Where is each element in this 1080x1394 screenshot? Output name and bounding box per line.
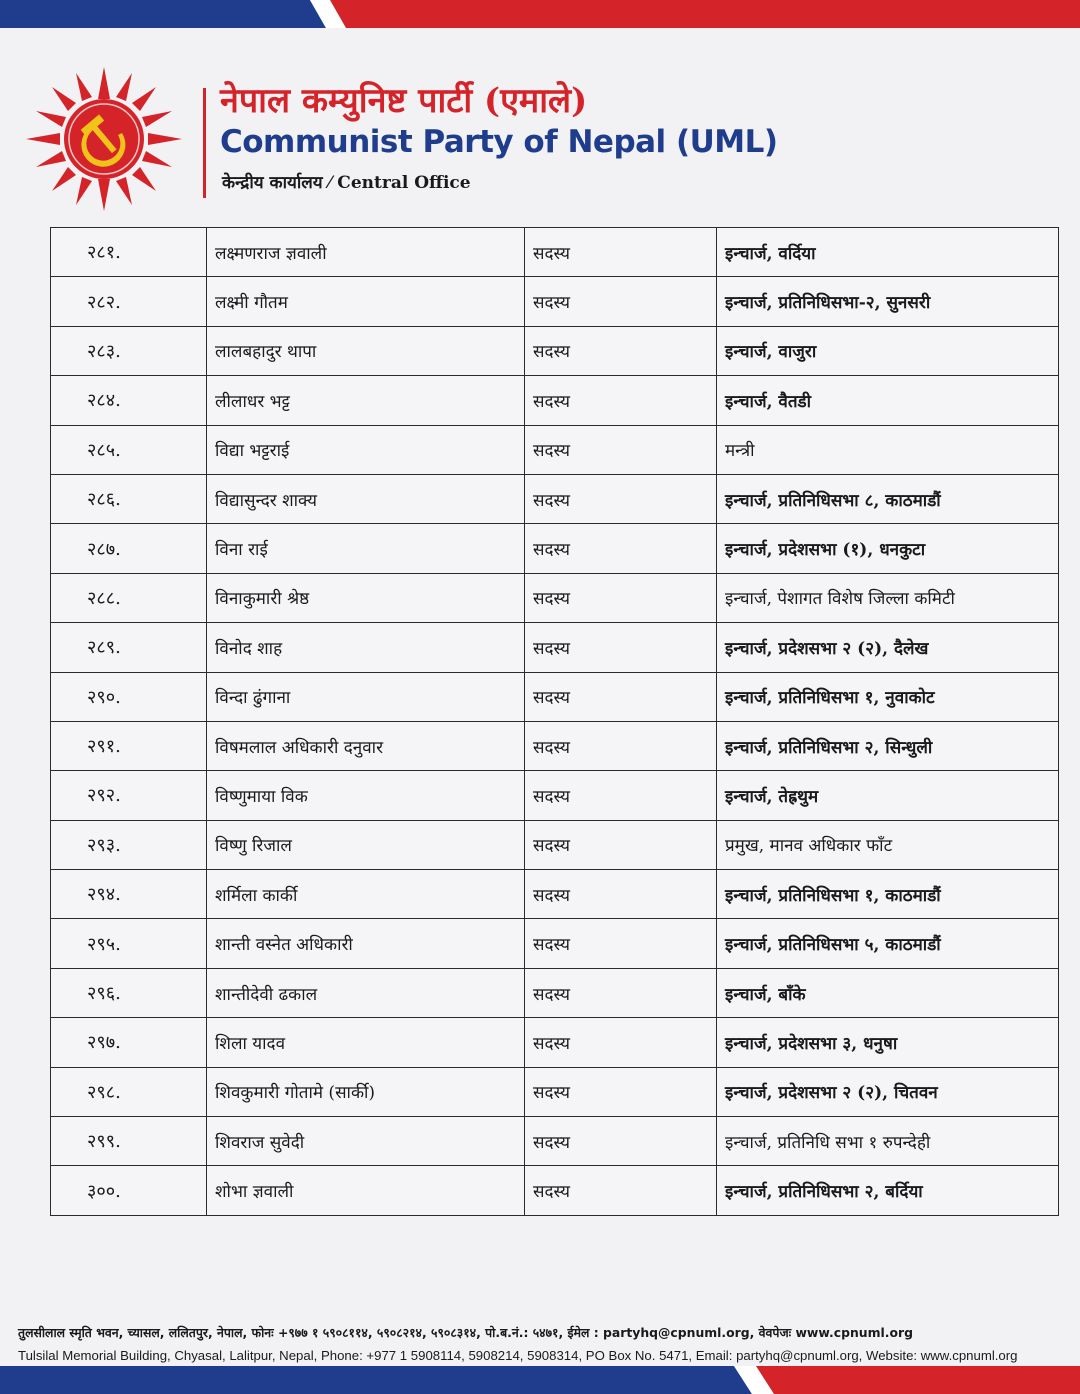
member-position: सदस्य [525, 1117, 717, 1166]
top-color-band [0, 0, 1080, 28]
table-row [51, 1067, 1059, 1116]
member-position: सदस्य [525, 721, 717, 770]
member-responsibility: इन्चार्ज, बाँके [717, 968, 1059, 1017]
member-responsibility: प्रमुख, मानव अधिकार फाँट [717, 820, 1059, 869]
table-row [51, 1166, 1059, 1215]
member-responsibility: इन्चार्ज, प्रतिनिधिसभा १, नुवाकोट [717, 672, 1059, 721]
bottom-color-band [0, 1366, 1080, 1394]
table-row [51, 1018, 1059, 1067]
table-row [51, 474, 1059, 523]
member-position: सदस्य [525, 326, 717, 375]
table-row [51, 721, 1059, 770]
member-responsibility: इन्चार्ज, प्रतिनिधिसभा २, बर्दिया [717, 1166, 1059, 1215]
row-number: २९३. [51, 820, 207, 869]
member-name: विद्यासुन्दर शाक्य [207, 474, 525, 523]
member-name: शान्ती वस्नेत अधिकारी [207, 919, 525, 968]
member-name: शिला यादव [207, 1018, 525, 1067]
member-name: विद्या भट्टराई [207, 425, 525, 474]
member-name: शान्तीदेवी ढकाल [207, 968, 525, 1017]
member-position: सदस्य [525, 474, 717, 523]
member-name: विन्दा ढुंगाना [207, 672, 525, 721]
row-number: २८४. [51, 376, 207, 425]
member-responsibility: इन्चार्ज, प्रतिनिधिसभा-२, सुनसरी [717, 277, 1059, 326]
member-responsibility: इन्चार्ज, प्रतिनिधिसभा १, काठमाडौं [717, 870, 1059, 919]
table-row [51, 771, 1059, 820]
row-number: २९२. [51, 771, 207, 820]
member-position: सदस्य [525, 968, 717, 1017]
member-name: लक्ष्मी गौतम [207, 277, 525, 326]
member-position: सदस्य [525, 870, 717, 919]
table-row [51, 524, 1059, 573]
member-name: शिवकुमारी गोतामे (सार्की) [207, 1067, 525, 1116]
row-number: २८१. [51, 228, 207, 277]
member-responsibility: इन्चार्ज, वर्दिया [717, 228, 1059, 277]
row-number: २८२. [51, 277, 207, 326]
member-position: सदस्य [525, 228, 717, 277]
member-name: विनोद शाह [207, 623, 525, 672]
member-table [50, 227, 1058, 1216]
header-divider [203, 88, 206, 198]
table-row [51, 672, 1059, 721]
row-number: २९९. [51, 1117, 207, 1166]
row-number: २९१. [51, 721, 207, 770]
table-row [51, 968, 1059, 1017]
member-name: लीलाधर भट्ट [207, 376, 525, 425]
member-responsibility: इन्चार्ज, वैतडी [717, 376, 1059, 425]
member-position: सदस्य [525, 573, 717, 622]
footer-address-nepali: तुलसीलाल स्मृति भवन, च्यासल, ललितपुर, नेपाल, फोनः +९७७ १ ५९०८११४, ५९०८२१४, ५९०८३१४, पो.ब.नं.: ५४७१, ईमेल : partyhq@cpnuml.org, वेवपेजः www.cpnuml.org [18, 1325, 913, 1340]
table-row [51, 376, 1059, 425]
member-responsibility: इन्चार्ज, प्रतिनिधिसभा ८, काठमाडौं [717, 474, 1059, 523]
table-row [51, 228, 1059, 277]
row-number: २८५. [51, 425, 207, 474]
member-position: सदस्य [525, 672, 717, 721]
table-row [51, 1117, 1059, 1166]
table-row [51, 870, 1059, 919]
table-row [51, 919, 1059, 968]
member-responsibility: इन्चार्ज, पेशागत विशेष जिल्ला कमिटी [717, 573, 1059, 622]
member-responsibility: इन्चार्ज, प्रदेशसभा २ (२), चितवन [717, 1067, 1059, 1116]
row-number: २८६. [51, 474, 207, 523]
table-row [51, 425, 1059, 474]
member-name: शर्मिला कार्की [207, 870, 525, 919]
member-name: विना राई [207, 524, 525, 573]
table-row [51, 573, 1059, 622]
member-position: सदस्य [525, 771, 717, 820]
member-responsibility: इन्चार्ज, प्रदेशसभा २ (२), दैलेख [717, 623, 1059, 672]
table-row [51, 820, 1059, 869]
table-row [51, 623, 1059, 672]
row-number: २९४. [51, 870, 207, 919]
member-position: सदस्य [525, 1067, 717, 1116]
row-number: २८३. [51, 326, 207, 375]
party-title-english: Communist Party of Nepal (UML) [220, 124, 778, 160]
member-name: शोभा ज्ञवाली [207, 1166, 525, 1215]
member-responsibility: इन्चार्ज, प्रतिनिधि सभा १ रुपन्देही [717, 1117, 1059, 1166]
party-logo-icon [24, 66, 184, 212]
row-number: २९७. [51, 1018, 207, 1067]
member-responsibility: इन्चार्ज, प्रदेशसभा (१), धनकुटा [717, 524, 1059, 573]
member-name: विष्णु रिजाल [207, 820, 525, 869]
table-row [51, 277, 1059, 326]
row-number: २८७. [51, 524, 207, 573]
row-number: ३००. [51, 1166, 207, 1215]
member-responsibility: इन्चार्ज, प्रतिनिधिसभा ५, काठमाडौं [717, 919, 1059, 968]
member-position: सदस्य [525, 1166, 717, 1215]
member-position: सदस्य [525, 623, 717, 672]
member-position: सदस्य [525, 425, 717, 474]
member-name: विषमलाल अधिकारी दनुवार [207, 721, 525, 770]
row-number: २९६. [51, 968, 207, 1017]
footer-address-english: Tulsilal Memorial Building, Chyasal, Lalitpur, Nepal, Phone: +977 1 5908114, 5908214, 5908314, PO Box No. 5471, Email: partyhq@cpnuml.org, Website: www.cpnuml.org [18, 1348, 1018, 1363]
member-name: शिवराज सुवेदी [207, 1117, 525, 1166]
member-position: सदस्य [525, 1018, 717, 1067]
office-subtitle: केन्द्रीय कार्यालय ⁄ Central Office [222, 173, 471, 193]
member-responsibility: इन्चार्ज, प्रदेशसभा ३, धनुषा [717, 1018, 1059, 1067]
member-name: विनाकुमारी श्रेष्ठ [207, 573, 525, 622]
member-position: सदस्य [525, 919, 717, 968]
row-number: २८८. [51, 573, 207, 622]
member-responsibility: इन्चार्ज, प्रतिनिधिसभा २, सिन्धुली [717, 721, 1059, 770]
party-title-nepali: नेपाल कम्युनिष्ट पार्टी (एमाले) [220, 81, 588, 121]
member-name: लक्ष्मणराज ज्ञवाली [207, 228, 525, 277]
member-responsibility: इन्चार्ज, वाजुरा [717, 326, 1059, 375]
member-position: सदस्य [525, 376, 717, 425]
table-row [51, 326, 1059, 375]
row-number: २९५. [51, 919, 207, 968]
row-number: २९८. [51, 1067, 207, 1116]
row-number: २८९. [51, 623, 207, 672]
member-name: लालबहादुर थापा [207, 326, 525, 375]
member-responsibility: इन्चार्ज, तेह्रथुम [717, 771, 1059, 820]
member-position: सदस्य [525, 820, 717, 869]
row-number: २९०. [51, 672, 207, 721]
member-name: विष्णुमाया विक [207, 771, 525, 820]
member-position: सदस्य [525, 277, 717, 326]
member-responsibility: मन्त्री [717, 425, 1059, 474]
member-position: सदस्य [525, 524, 717, 573]
